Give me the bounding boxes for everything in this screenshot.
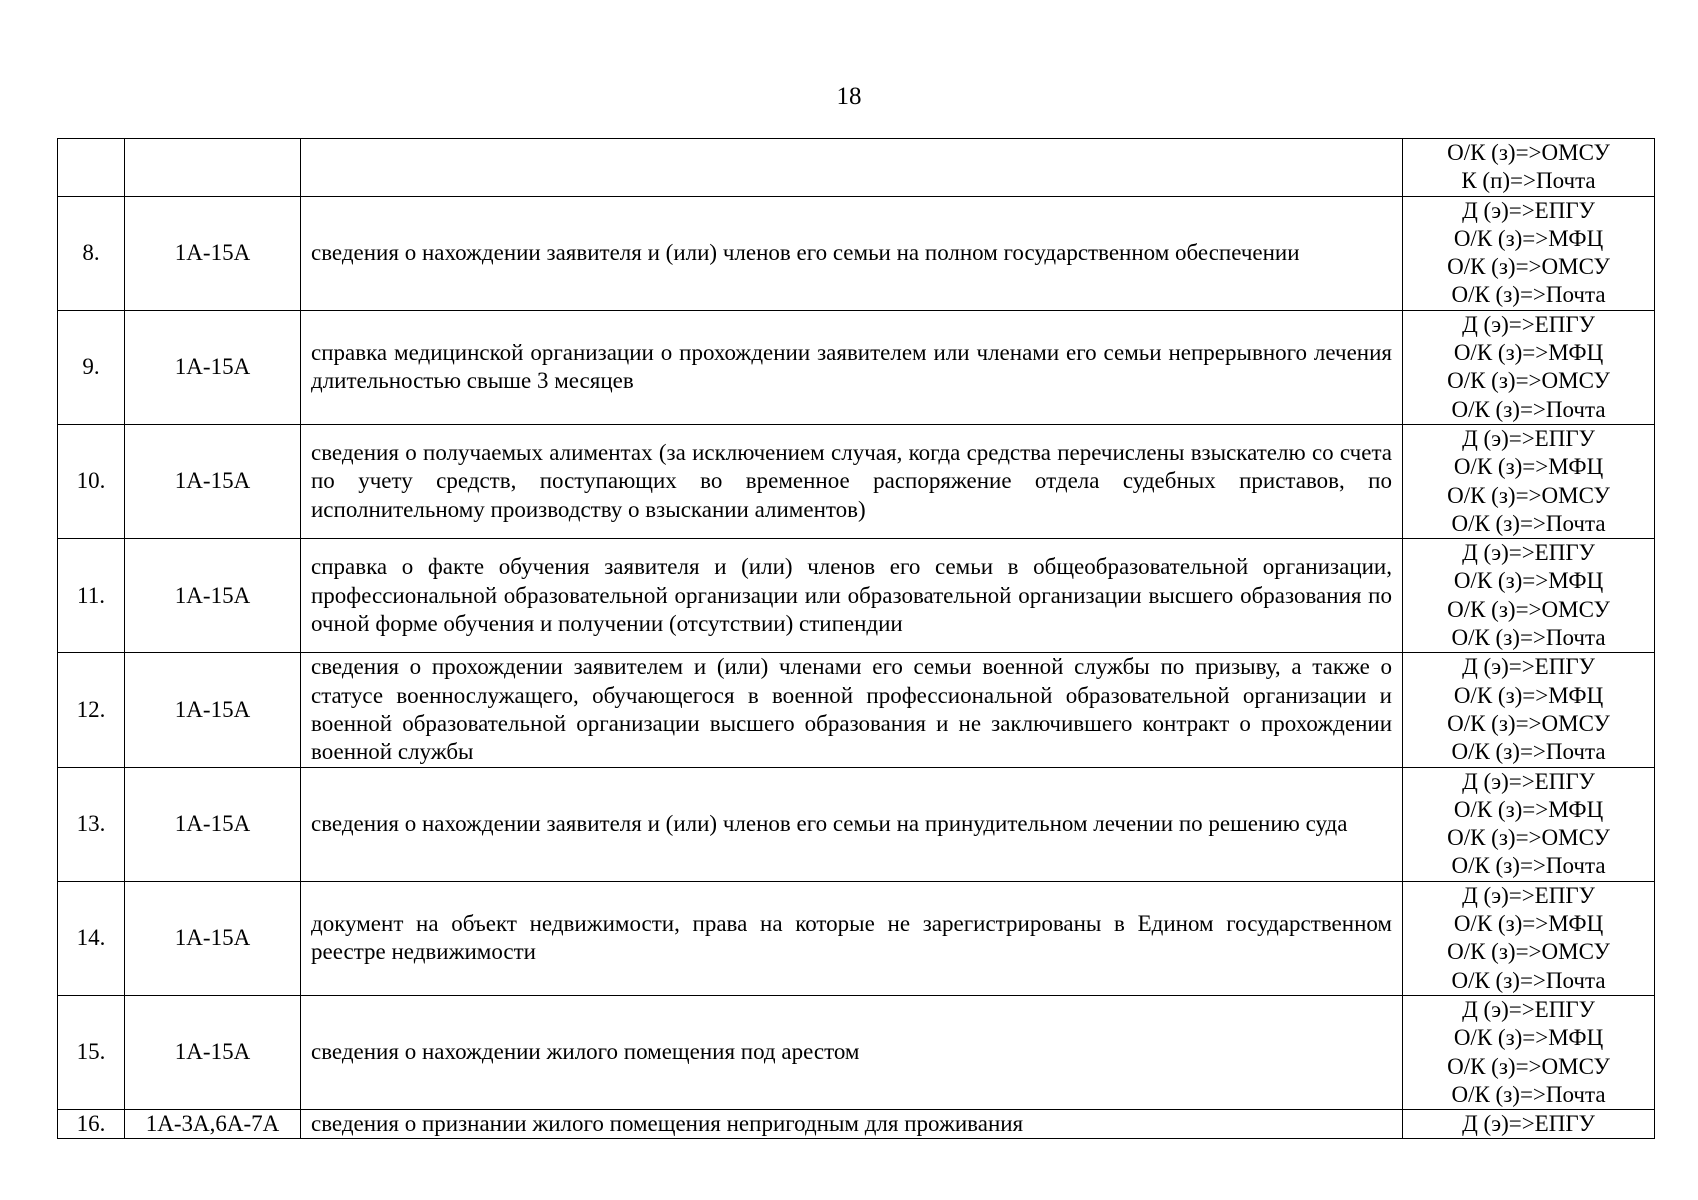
submission-route-cell: [1403, 995, 1655, 1109]
row-number-cell: 11.: [58, 539, 125, 653]
table-row: [58, 881, 1655, 995]
document-description-cell: сведения о получаемых алиментах (за исключением случая, когда средства перечислены взыскателю со счета по учету средств, поступающих во временное распоряжение отдела судебных приставов, по исполнительному производству о взыскании алиментов): [301, 424, 1403, 538]
submission-route-cell: [1403, 881, 1655, 995]
document-description-cell: сведения о нахождении заявителя и (или) членов его семьи на принудительном лечении по решению суда: [301, 767, 1403, 881]
submission-route-line: О/К (з)=>ОМСУ: [1447, 939, 1610, 965]
submission-route-cell: [1403, 424, 1655, 538]
submission-route-cell: [1403, 310, 1655, 424]
document-description-cell: справка о факте обучения заявителя и (или) членов его семьи в общеобразовательной организации, профессиональной образовательной организации или образовательной организации высшего образования по очной форме обучения и получении (отсутствии) стипендии: [301, 539, 1403, 653]
row-number-cell: 12.: [58, 653, 125, 767]
submission-route-line: О/К (з)=>Почта: [1451, 739, 1606, 765]
submission-route-line: О/К (з)=>ОМСУ: [1447, 825, 1610, 851]
submission-route-line: О/К (з)=>МФЦ: [1453, 340, 1604, 366]
submission-route-cell: [1403, 139, 1655, 197]
row-number-cell: [58, 139, 125, 197]
submission-route-line: Д (э)=>ЕПГУ: [1462, 1111, 1595, 1137]
submission-route-line: К (п)=>Почта: [1461, 168, 1596, 194]
submission-route-line: О/К (з)=>ОМСУ: [1447, 140, 1610, 165]
submission-route-line: О/К (з)=>ОМСУ: [1447, 710, 1610, 736]
submission-route-cell: [1403, 196, 1655, 310]
document-description-cell: сведения о нахождении заявителя и (или) членов его семьи на полном государственном обеспечении: [301, 196, 1403, 310]
submission-route-cell: [1403, 767, 1655, 881]
table-row: [58, 767, 1655, 881]
submission-route-line: О/К (з)=>МФЦ: [1453, 225, 1604, 251]
document-description-cell: [301, 139, 1403, 197]
document-description-cell: сведения о нахождении жилого помещения под арестом: [301, 995, 1403, 1109]
submission-route-line: О/К (з)=>ОМСУ: [1447, 368, 1610, 394]
submission-route-cell: [1403, 539, 1655, 653]
documents-table-body: [58, 139, 1655, 1139]
submission-route-line: О/К (з)=>МФЦ: [1453, 1025, 1604, 1051]
submission-route-line: О/К (з)=>Почта: [1451, 967, 1606, 993]
submission-route-cell: [1403, 1110, 1655, 1139]
page-number: 18: [836, 83, 862, 110]
submission-route-line: О/К (з)=>МФЦ: [1453, 568, 1604, 594]
submission-route-line: О/К (з)=>ОМСУ: [1447, 254, 1610, 280]
table-row: [58, 653, 1655, 767]
document-description-cell: документ на объект недвижимости, права на которые не зарегистрированы в Едином государственном реестре недвижимости: [301, 881, 1403, 995]
submission-route-line: О/К (з)=>Почта: [1451, 625, 1606, 651]
row-number-cell: 8.: [58, 196, 125, 310]
category-code-cell: 1А-15А: [125, 995, 301, 1109]
submission-route-line: Д (э)=>ЕПГУ: [1462, 882, 1595, 908]
submission-route-line: Д (э)=>ЕПГУ: [1462, 540, 1595, 566]
documents-table: [57, 138, 1655, 1139]
submission-route-line: О/К (з)=>ОМСУ: [1447, 596, 1610, 622]
category-code-cell: [125, 139, 301, 197]
submission-route-line: О/К (з)=>Почта: [1451, 396, 1606, 422]
submission-route-line: Д (э)=>ЕПГУ: [1462, 311, 1595, 337]
submission-route-line: Д (э)=>ЕПГУ: [1462, 768, 1595, 794]
row-number-cell: 13.: [58, 767, 125, 881]
submission-route-line: О/К (з)=>МФЦ: [1453, 682, 1604, 708]
submission-route-line: О/К (з)=>Почта: [1451, 1081, 1606, 1107]
submission-route-line: Д (э)=>ЕПГУ: [1462, 996, 1595, 1022]
category-code-cell: 1А-3А,6А-7А: [125, 1110, 301, 1139]
category-code-cell: 1А-15А: [125, 310, 301, 424]
category-code-cell: 1А-15А: [125, 767, 301, 881]
document-description-cell: сведения о признании жилого помещения непригодным для проживания: [301, 1110, 1403, 1139]
submission-route-line: О/К (з)=>МФЦ: [1453, 454, 1604, 480]
submission-route-line: Д (э)=>ЕПГУ: [1462, 425, 1595, 451]
document-description-cell: справка медицинской организации о прохождении заявителем или членами его семьи непрерывного лечения длительностью свыше 3 месяцев: [301, 310, 1403, 424]
table-row: [58, 539, 1655, 653]
table-row: [58, 424, 1655, 538]
table-row: [58, 310, 1655, 424]
table-row: [58, 196, 1655, 310]
table-row: [58, 139, 1655, 197]
row-number-cell: 15.: [58, 995, 125, 1109]
category-code-cell: 1А-15А: [125, 881, 301, 995]
submission-route-line: О/К (з)=>Почта: [1451, 282, 1606, 308]
submission-route-line: О/К (з)=>Почта: [1451, 510, 1606, 536]
row-number-cell: 14.: [58, 881, 125, 995]
row-number-cell: 9.: [58, 310, 125, 424]
table-row: [58, 995, 1655, 1109]
category-code-cell: 1А-15А: [125, 196, 301, 310]
submission-route-line: О/К (з)=>ОМСУ: [1447, 1053, 1610, 1079]
submission-route-line: О/К (з)=>ОМСУ: [1447, 482, 1610, 508]
document-description-cell: сведения о прохождении заявителем и (или) членами его семьи военной службы по призыву, а также о статусе военнослужащего, обучающегося в военной профессиональной образовательной организации и военной образовательной организации высшего образования и не заключившего контракт о прохождении военной службы: [301, 653, 1403, 767]
submission-route-line: Д (э)=>ЕПГУ: [1462, 654, 1595, 680]
row-number-cell: 10.: [58, 424, 125, 538]
submission-route-cell: [1403, 653, 1655, 767]
table-row: [58, 1110, 1655, 1139]
submission-route-line: О/К (з)=>МФЦ: [1453, 796, 1604, 822]
category-code-cell: 1А-15А: [125, 653, 301, 767]
submission-route-line: Д (э)=>ЕПГУ: [1462, 197, 1595, 223]
category-code-cell: 1А-15А: [125, 424, 301, 538]
submission-route-line: О/К (з)=>МФЦ: [1453, 911, 1604, 937]
submission-route-line: О/К (з)=>Почта: [1451, 853, 1606, 879]
row-number-cell: 16.: [58, 1110, 125, 1139]
category-code-cell: 1А-15А: [125, 539, 301, 653]
